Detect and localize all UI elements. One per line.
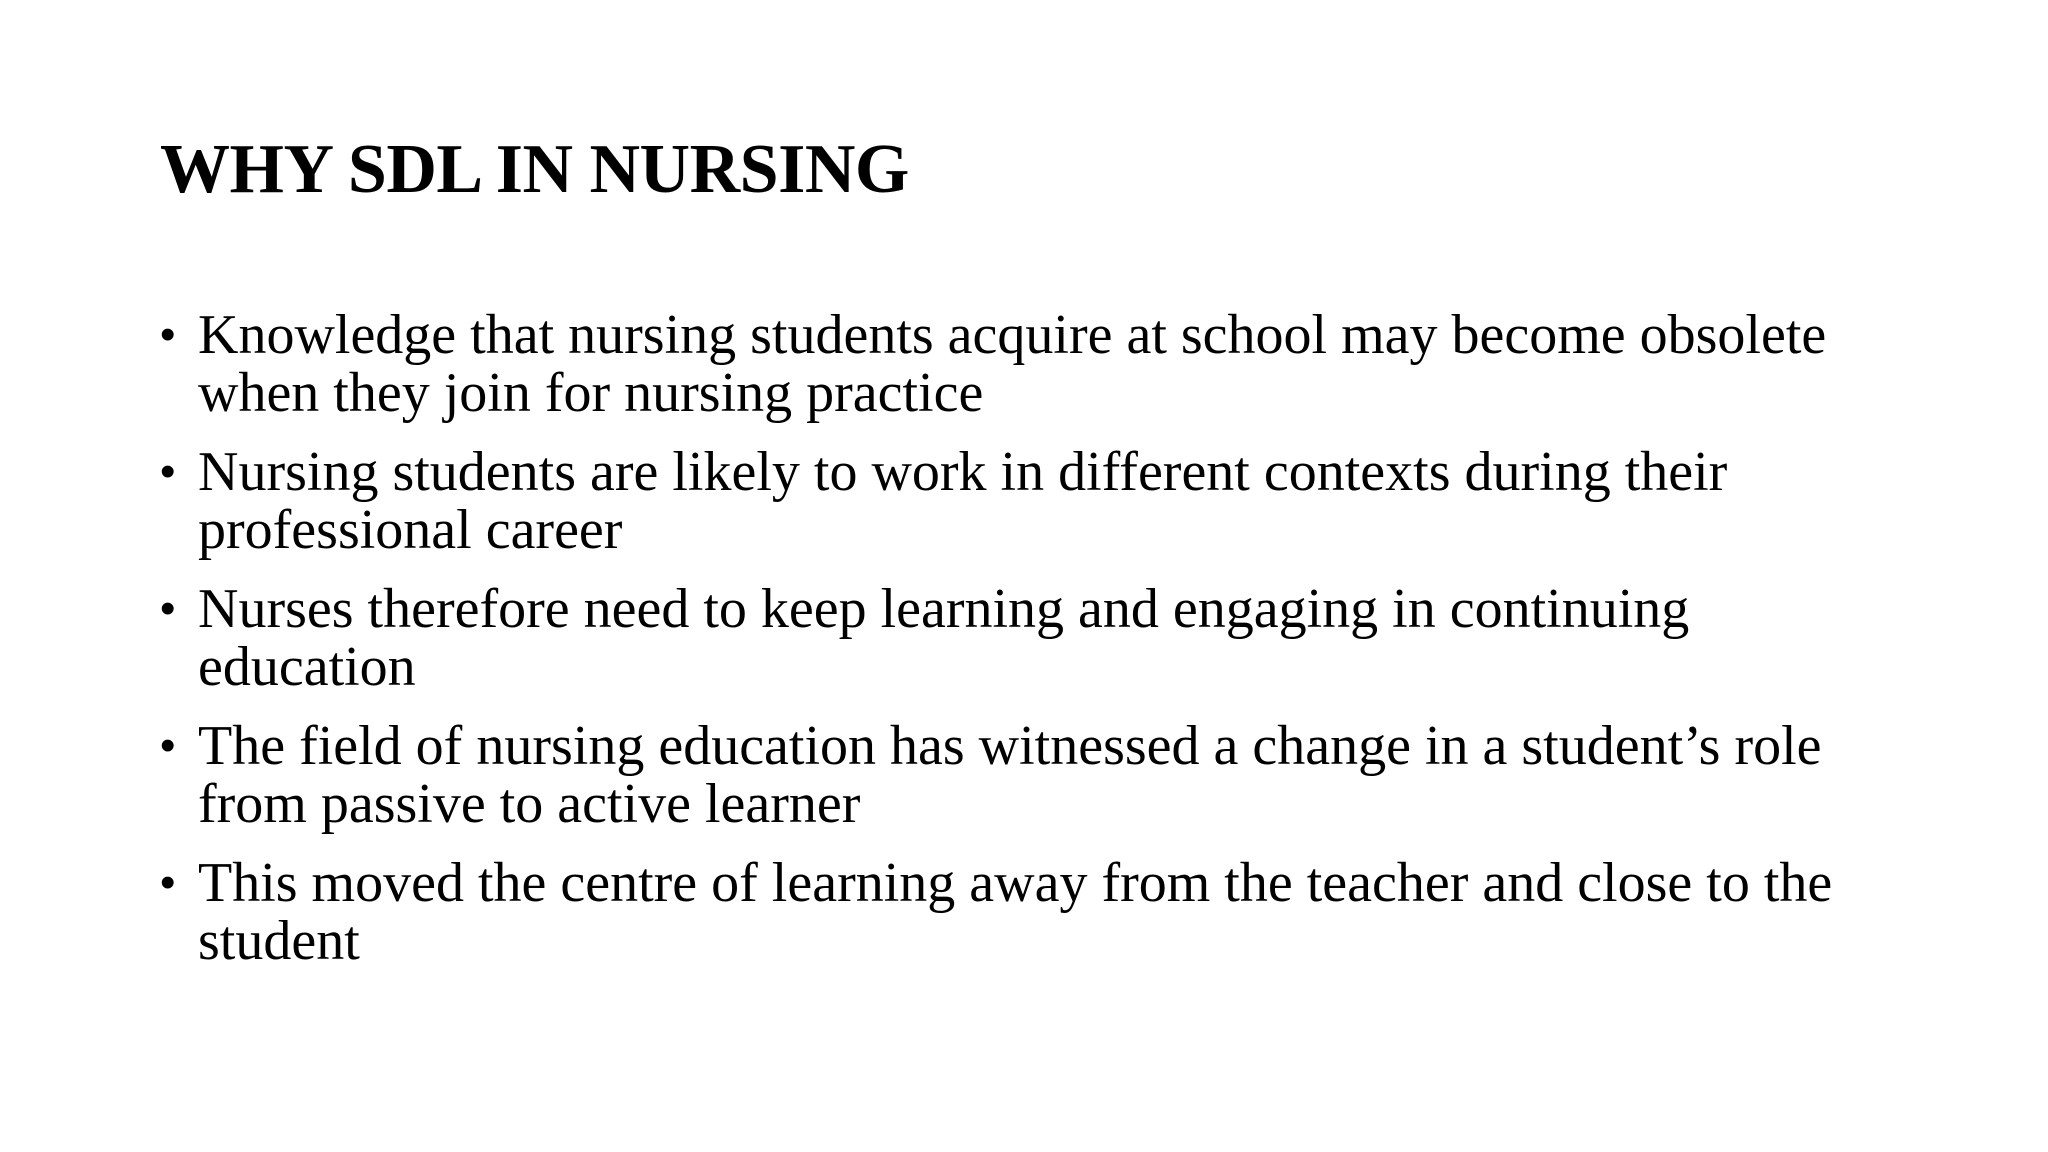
bullet-icon: • [160,447,176,496]
bullet-icon: • [160,858,176,907]
bullet-item [160,854,1920,970]
bullet-icon: • [160,310,176,359]
slide-title: WHY SDL IN NURSING [160,131,909,208]
bullet-item [160,717,1920,833]
bullet-icon: • [160,584,176,633]
bullet-list [160,306,1920,991]
bullet-item [160,580,1920,696]
bullet-text: This moved the centre of learning away from the teacher and close to the student [198,852,1833,972]
bullet-item [160,306,1920,422]
bullet-text: Knowledge that nursing students acquire at school may become obsolete when they join for nursing practice [198,304,1827,424]
bullet-item [160,443,1920,559]
bullet-text: The field of nursing education has witnessed a change in a student’s role from passive to active learner [198,715,1822,835]
bullet-icon: • [160,721,176,770]
bullet-text: Nursing students are likely to work in different contexts during their professional career [198,441,1728,561]
bullet-text: Nurses therefore need to keep learning and engaging in continuing education [198,578,1690,698]
